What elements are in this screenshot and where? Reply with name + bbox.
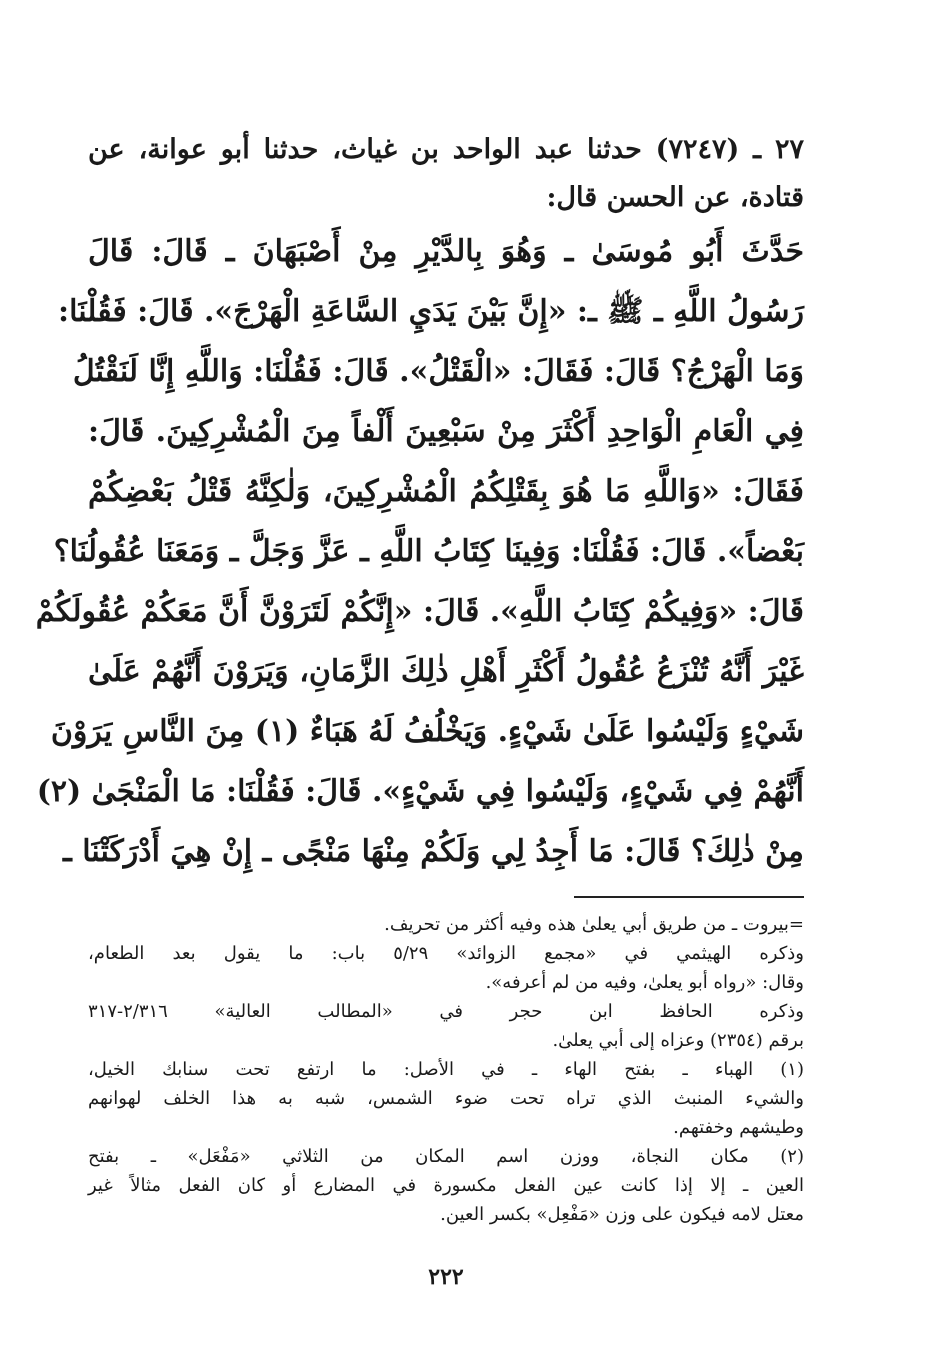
- footnote-line: وقال: «رواه أبو يعلىٰ، وفيه من لم أعرفه».: [485, 972, 804, 993]
- page-number: ٢٢٢: [428, 1264, 464, 1290]
- hadith-line: فِي الْعَامِ الْوَاحِدِ أَكْثَرَ مِنْ سَبْعِينَ أَلْفاً مِنَ الْمُشْرِكِينَ. قَالَ:: [88, 414, 804, 449]
- footnote-line: (١) الهباء ـ بفتح الهاء ـ في الأصل: ما ارتفع تحت سنابك الخيل،: [88, 1059, 804, 1080]
- hadith-line: مِنْ ذٰلِكَ؟ قَالَ: مَا أَجِدُ لِي وَلَكُمْ مِنْهَا مَنْجًى ـ إِنْ هِيَ أَدْرَكَتْنَا ـ: [63, 834, 804, 869]
- hadith-line: أَنَّهُمْ فِي شَيْءٍ، وَلَيْسُوا فِي شَيْءٍ». قَالَ: فَقُلْنَا: مَا الْمَنْجَىٰ (٢): [36, 774, 804, 809]
- footnote-line: وذكره الهيثمي في «مجمع الزوائد» ٥/٢٩ باب: ما يقول بعد الطعام،: [88, 943, 804, 964]
- footnote-line: العين ـ إلا إذا كانت عين الفعل مكسورة في المضارع أو كان الفعل مثالاً غير: [88, 1175, 804, 1196]
- footnote-line: وطيشهم وخفتهم.: [673, 1117, 804, 1138]
- hadith-line: حَدَّثَ أَبُو مُوسَىٰ ـ وَهُوَ بِالدَّيْرِ مِنْ أَصْبَهَانَ ـ قَالَ: قَالَ: [88, 234, 804, 269]
- hadith-line: شَيْءٍ وَلَيْسُوا عَلَىٰ شَيْءٍ. وَيَخْلُفُ لَهُ هَبَاءٌ (١) مِنَ النَّاسِ يَرَوْنَ: [50, 714, 804, 749]
- hadith-line: بَعْضاً». قَالَ: فَقُلْنَا: وَفِينَا كِتَابُ اللَّهِ ـ عَزَّ وَجَلَّ ـ وَمَعَنَا عُقُولُنَا؟: [53, 534, 804, 569]
- hadith-line: قَالَ: «وَفِيكُمْ كِتَابُ اللَّهِ». قَالَ: «إِنَّكُمْ لَتَرَوْنَّ أَنَّ مَعَكُمْ عُقُولَكُمْ: [35, 594, 804, 629]
- footnote-line: =بيروت ـ من طريق أبي يعلىٰ هذه وفيه أكثر من تحريف.: [384, 914, 804, 935]
- footnote-divider: [574, 896, 804, 898]
- footnote-line: معتل لامه فيكون على وزن «مَفْعِل» بكسر العين.: [440, 1204, 804, 1225]
- footnotes: [88, 910, 804, 1229]
- hadith-line: وَمَا الْهَرْجُ؟ قَالَ: فَقَالَ: «الْقَتْلُ». قَالَ: فَقُلْنَا: وَاللَّهِ إِنَّا لَنَقْتُلُ: [72, 354, 804, 389]
- hadith-text: [35, 222, 804, 882]
- hadith-line: فَقَالَ: «وَاللَّهِ مَا هُوَ بِقَتْلِكُمُ الْمُشْرِكِينَ، وَلٰكِنَّهُ قَتْلُ بَعْضِكُمْ: [88, 474, 804, 509]
- hadith-line: غَيْرَ أَنَّهُ تُنْزَعُ عُقُولُ أَكْثَرِ أَهْلِ ذٰلِكَ الزَّمَانِ، وَيَرَوْنَ أَنَّهُمْ عَلَىٰ: [88, 654, 804, 689]
- footnote-line: (٢) مكان النجاة، ووزن اسم المكان من الثلاثي «مَفْعَل» ـ بفتح: [88, 1146, 804, 1167]
- hadith-line: رَسُولُ اللَّهِ ـ ﷺ ـ: «إِنَّ بَيْنَ يَدَيِ السَّاعَةِ الْهَرْجَ». قَالَ: فَقُلْنَا:: [58, 294, 804, 329]
- footnote-line: والشيء المنبث الذي تراه تحت ضوء الشمس، شبه به هذا الخلف لهوانهم: [88, 1088, 804, 1109]
- hadith-header: ٢٧ ـ (٧٢٤٧) حدثنا عبد الواحد بن غياث، حدثنا أبو عوانة، عن قتادة، عن الحسن قال:: [88, 134, 804, 213]
- footnote-line: وذكره الحافظ ابن حجر في «المطالب العالية» ٢/٣١٦-٣١٧: [88, 1001, 804, 1022]
- book-page: [35, 126, 804, 1316]
- footnote-line: برقم (٢٣٥٤) وعزاه إلى أبي يعلىٰ.: [552, 1030, 804, 1051]
